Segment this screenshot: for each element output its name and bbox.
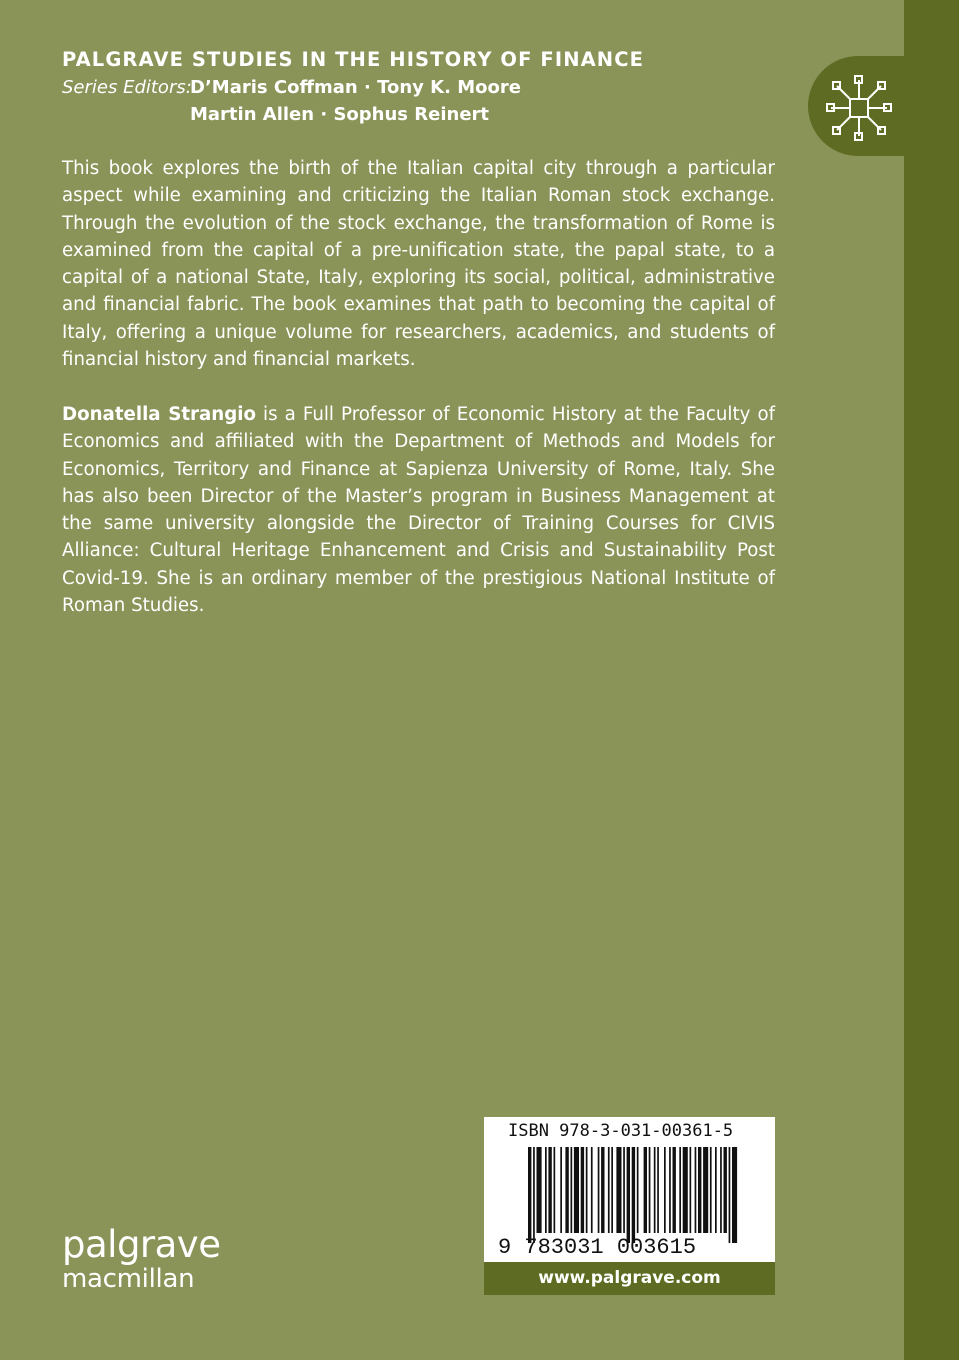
barcode-box bbox=[484, 1117, 775, 1262]
author-bio bbox=[62, 401, 775, 619]
isbn-label: ISBN 978-3-031-00361-5 bbox=[508, 1121, 734, 1141]
book-description: This book explores the birth of the Italian capital city through a particular aspect while examining and criticizing the Italian Roman stock exchange. Through the evolution of the stock exchange, the transformation of Rome is examined from the capital of a pre-unification state, the papal state, to a capital of a national State, Italy, exploring its social, political, administrative and financial fabric. The book examines that path to becoming the capital of Italy, offering a unique volume for researchers, academics, and students of financial history and financial markets. bbox=[62, 158, 775, 371]
author-bio-text: is a Full Professor of Economic History at the Faculty of Economics and affiliated with the Department of Methods and Models for Economics, Territory and Finance at Sapienza University of Rome, Italy. She has also been Director of the Master’s program in Business Management at the same university alongside the Director of Training Courses for CIVIS Alliance: Cultural Heritage Enhancement and Crisis and Sustainability Post Covid-19. She is an ordinary member of the prestigious National Institute of Roman Studies. bbox=[62, 404, 775, 617]
publisher-website[interactable]: www.palgrave.com bbox=[484, 1262, 775, 1295]
editors-label: Series Editors: bbox=[62, 77, 192, 98]
publisher-line-2: macmillan bbox=[62, 1264, 195, 1294]
editors-names-line-1: D’Maris Coffman · Tony K. Moore bbox=[190, 77, 521, 98]
series-info bbox=[62, 46, 782, 128]
palgrave-logo-tab bbox=[808, 56, 959, 156]
series-title: PALGRAVE STUDIES IN THE HISTORY OF FINANCE bbox=[62, 48, 645, 71]
palgrave-logo-icon bbox=[821, 70, 897, 146]
barcode-digits: 9 783031 003615 bbox=[498, 1235, 697, 1260]
series-editors bbox=[62, 74, 782, 128]
editors-names-line-2: Martin Allen · Sophus Reinert bbox=[190, 104, 490, 125]
author-name: Donatella Strangio bbox=[62, 404, 256, 425]
publisher-wordmark bbox=[62, 1223, 221, 1294]
barcode-icon bbox=[484, 1147, 775, 1247]
publisher-line-1: palgrave bbox=[62, 1223, 221, 1266]
spine-band bbox=[904, 0, 959, 1360]
